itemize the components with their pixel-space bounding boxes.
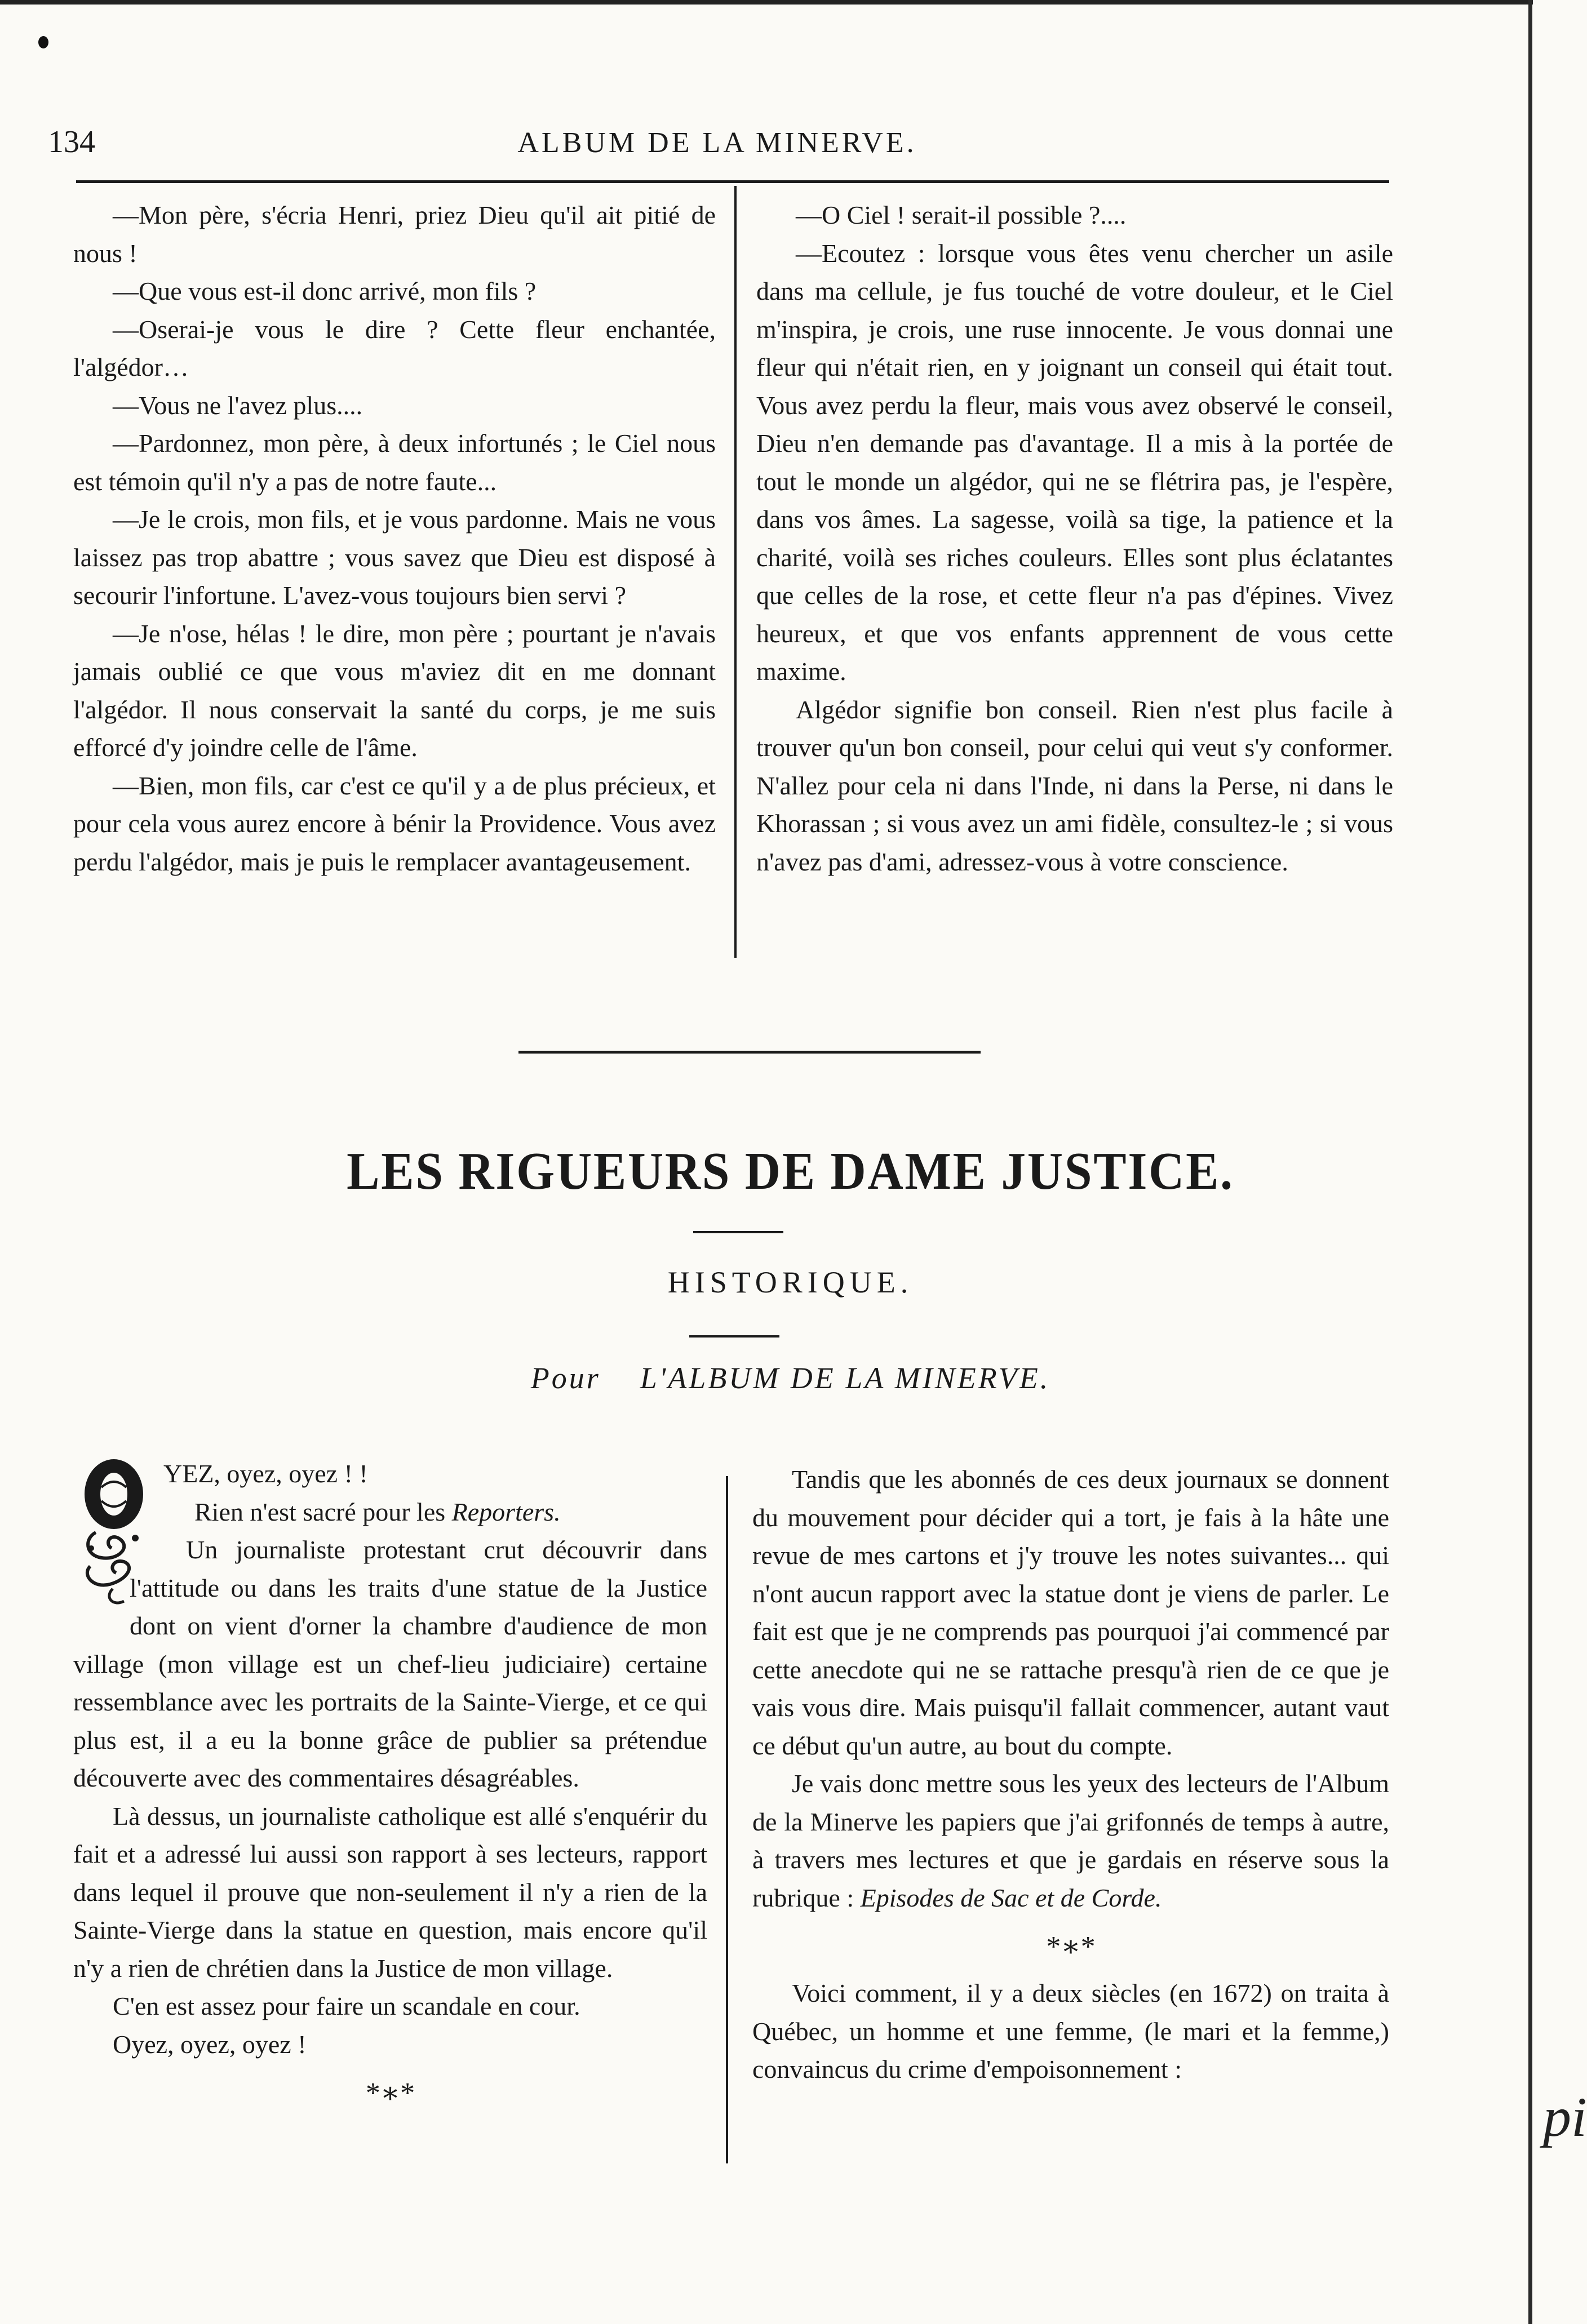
article-byline bbox=[0, 1361, 1581, 1396]
margin-text-fragment: pi bbox=[1543, 2086, 1587, 2148]
second-line bbox=[73, 1493, 707, 1531]
paragraph: Là dessus, un journaliste catholique est allé s'enquérir du fait et a adressé lui aussi son rapport à ses lecteurs, rapport dans lequel il prouve que non-seulement il n'y a rien de la Sainte-Vierge dans la statue en question, mais encore qu'il n'y a rien de chrétien dans la Justice de mon village. bbox=[73, 1801, 707, 1983]
paragraph: C'en est assez pour faire un scandale en cour. bbox=[113, 1992, 580, 2020]
column-divider bbox=[726, 1476, 728, 2163]
paragraph bbox=[752, 1765, 1389, 1917]
paragraph-text: Un journaliste protestant crut découvrir dans l'attitude ou dans les traits d'une statue de la Justice dont on vient d'orner la chambre d'audience de mon village (mon village est un chef-lieu judiciaire) certaine ressemblance avec les portraits de la Sainte-Vierge, et ce qui plus est, il a eu la bonne grâce de publier sa prétendue découverte avec des commentaires désagréables. bbox=[73, 1535, 707, 1792]
paragraph: —Pardonnez, mon père, à deux infortunés ; le Ciel nous est témoin qu'il n'y a pas de notre faute... bbox=[73, 429, 716, 496]
rubric-emphasis: Episodes de Sac et de Corde. bbox=[860, 1883, 1162, 1912]
byline-pour: Pour bbox=[530, 1361, 601, 1395]
paragraph: —Que vous est-il donc arrivé, mon fils ? bbox=[113, 277, 537, 305]
asterism-separator: *∗* bbox=[1046, 1931, 1096, 1963]
paragraph: —O Ciel ! serait-il possible ?.... bbox=[796, 201, 1127, 229]
page-top-border bbox=[0, 0, 1533, 5]
second-line-text: Rien n'est sacré pour les bbox=[194, 1497, 452, 1526]
paragraph: Algédor signifie bon conseil. Rien n'est plus facile à trouver qu'un bon conseil, pour celui qui veut s'y conformer. N'allez pour cela ni dans l'Inde, ni dans la Perse, ni dans le Khorassan ; si vous avez un ami fidèle, consultez-le ; si vous n'avez pas d'ami, adressez-vous à votre conscience. bbox=[756, 695, 1393, 876]
article-subtitle: HISTORIQUE. bbox=[667, 1265, 914, 1299]
paragraph: Tandis que les abonnés de ces deux journaux se donnent du mouvement pour décider qui a tort, je fais à la hâte une revue de mes cartons et j'y trouve les notes suivantes... qui n'ont aucun rapport avec la statue dont je viens de parler. Le fait est que je ne comprends pas pourquoi j'ai commencé par cette anecdote qui ne se rattache presqu'à rien de ce que je vais vous dire. Mais puisqu'il fallait commencer, autant vaut ce début qu'un autre, au bout du compte. bbox=[752, 1465, 1389, 1760]
running-title: ALBUM DE LA MINERVE. bbox=[517, 127, 917, 159]
bottom-left-column bbox=[73, 1455, 707, 2121]
paragraph: —Ecoutez : lorsque vous êtes venu chercher un asile dans ma cellule, je fus touché de votre douleur, et le Ciel m'inspira, je crois, une ruse innocente. Je vous donnai une fleur qui n'était rien, en y joignant un conseil qui était tout. Vous avez perdu la fleur, mais vous avez observé le conseil, Dieu n'en demande pas d'avantage. Il a mis à la portée de tout le monde un algédor, qui ne se flétrira pas, je l'espère, dans vos âmes. La sagesse, voilà sa tige, la patience et la charité, voilà ses riches couleurs. Elles sont plus éclatantes que celles de la rose, et cette fleur n'a pas d'épines. Vivez heureux, et que vos enfants apprennent de vous cette maxime. bbox=[756, 238, 1393, 686]
reporters-emphasis: Reporters. bbox=[451, 1497, 561, 1526]
title-rule bbox=[693, 1231, 783, 1233]
column-divider bbox=[734, 186, 737, 958]
paragraph: Voici comment, il y a deux siècles (en 1672) on traita à Québec, un homme et une femme, (le mari et la femme,) convaincus du crime d'empoisonnement : bbox=[752, 1979, 1389, 2083]
paragraph: —Je n'ose, hélas ! le dire, mon père ; pourtant je n'avais jamais oublié ce que vous m'aviez dit en me donnant l'algédor. Il nous conservait la santé du corps, je me suis efforcé d'y joindre celle de l'âme. bbox=[73, 619, 716, 762]
paragraph: —Vous ne l'avez plus.... bbox=[113, 390, 363, 420]
page-header bbox=[48, 124, 1386, 158]
bottom-right-column bbox=[752, 1460, 1389, 2089]
paragraph bbox=[73, 1531, 707, 1797]
first-line: YEZ, oyez, oyez ! ! bbox=[163, 1459, 368, 1488]
paragraph: —Mon père, s'écria Henri, priez Dieu qu'il ait pitié de nous ! bbox=[73, 201, 716, 268]
page-right-border bbox=[1528, 0, 1532, 2324]
paragraph: Oyez, oyez, oyez ! bbox=[113, 2029, 307, 2059]
page-number: 134 bbox=[48, 125, 95, 159]
subtitle-rule bbox=[689, 1335, 779, 1337]
ink-dot bbox=[38, 36, 48, 48]
asterism-separator: *∗* bbox=[365, 2077, 415, 2109]
top-left-column bbox=[73, 196, 716, 881]
byline-publication: L'ALBUM DE LA MINERVE. bbox=[640, 1361, 1050, 1395]
article-title: LES RIGUEURS DE DAME JUSTICE. bbox=[347, 1142, 1234, 1201]
header-rule bbox=[76, 180, 1389, 183]
dropcap-spacer bbox=[73, 1531, 130, 1638]
paragraph: —Oserai-je vous le dire ? Cette fleur enchantée, l'algédor… bbox=[73, 314, 716, 381]
paragraph-text: Je vais donc mettre sous les yeux des lecteurs de l'Album de la Minerve les papiers que j'ai grifonnés de temps à autre, à travers mes lectures et que je gardais en réserve sous la rubrique : bbox=[752, 1769, 1389, 1912]
section-separator-rule bbox=[518, 1051, 981, 1054]
top-right-column bbox=[756, 196, 1393, 881]
paragraph: —Bien, mon fils, car c'est ce qu'il y a de plus précieux, et pour cela vous aurez encore à bénir la Providence. Vous avez perdu l'algédor, mais je puis le remplacer avantageusement. bbox=[73, 771, 716, 876]
paragraph: —Je le crois, mon fils, et je vous pardonne. Mais ne vous laissez pas trop abattre ; vous savez que Dieu est disposé à secourir l'infortune. L'avez-vous toujours bien servi ? bbox=[73, 505, 716, 610]
